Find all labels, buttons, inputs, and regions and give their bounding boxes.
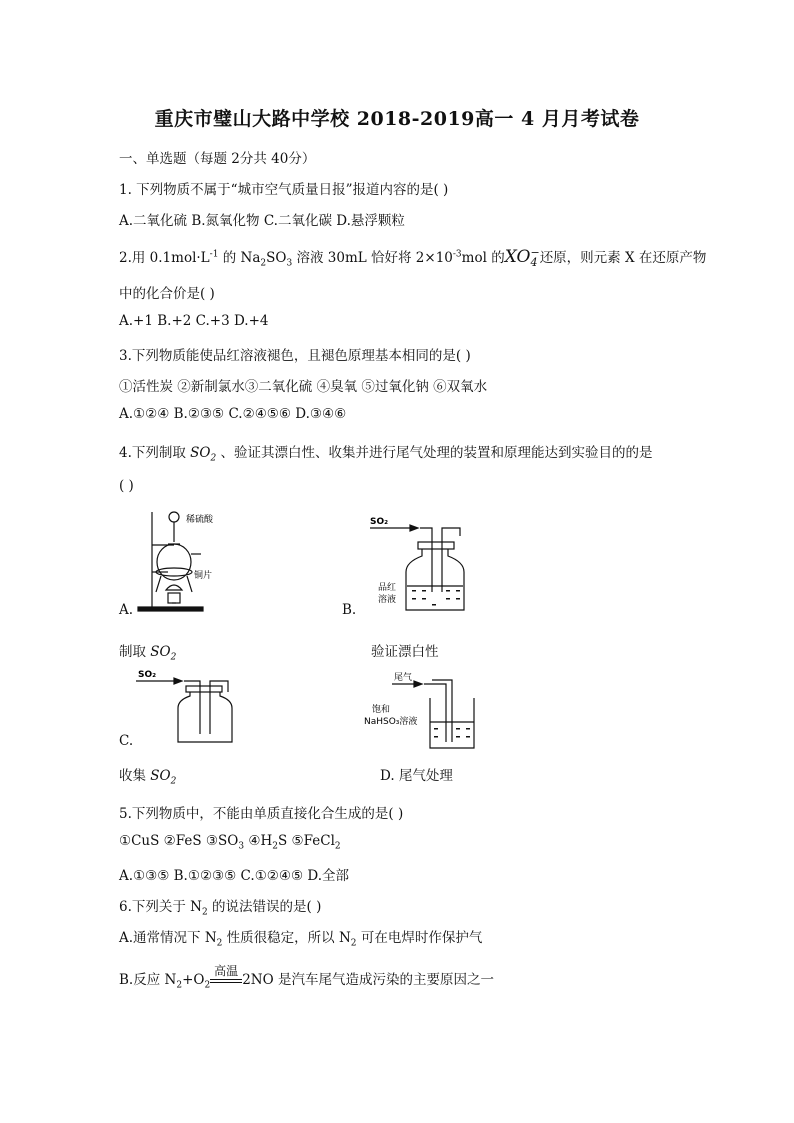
q4-caption-a: 制取 $SO_2$ — [119, 644, 177, 663]
section-heading: 一、单选题（每题 2分共 40分） — [119, 151, 316, 167]
q1-options: A.二氧化硫 B.氮氧化物 C.二氧化碳 D.悬浮颗粒 — [119, 213, 405, 229]
q4-option-b: B. — [342, 602, 357, 618]
q4-caption-c: 收集 $SO_2$ — [119, 768, 177, 787]
apparatus-d-figure — [362, 672, 482, 750]
fig-d-label-gas: 尾气 — [394, 673, 413, 683]
q5-options: A.①③⑤ B.①②③⑤ C.①②④⑤ D.全部 — [119, 868, 350, 884]
q3-stem: 3.下列物质能使品红溶液褪色，且褪色原理基本相同的是( ) — [119, 348, 471, 364]
apparatus-a-figure — [128, 510, 218, 614]
fig-b-label-2: 溶液 — [378, 595, 397, 605]
fig-c-label-gas: SO₂ — [138, 670, 157, 680]
q6-option-b: B.反应 $N_2+O_2$ 高温 2NO 是汽车尾气造成污染的主要原因之一 — [119, 963, 494, 991]
q6-option-a: A.通常情况下 $N_2$ 性质很稳定，所以 $N_2$ 可在电焊时作保护气 — [119, 930, 483, 949]
q3-options: A.①②④ B.②③⑤ C.②④⑤⑥ D.③④⑥ — [119, 406, 347, 422]
fig-b-label-gas: SO₂ — [370, 517, 389, 527]
q2-stem: 2.用 $0.1mol\cdot L^{-1}$ 的 $Na_2SO_3$ 溶液 30mL 恰好将 $2\times 10^{-3}mol$ 的XO − 4 还原，则元素 X 在还原产物 — [119, 245, 707, 269]
q1-stem: 1. 下列物质不属于“城市空气质量日报”报道内容的是( ) — [119, 182, 449, 198]
q6-stem: 6.下列关于 $N_2$ 的说法错误的是( ) — [119, 899, 322, 918]
reaction-equals-sign: 高温 — [210, 974, 242, 988]
q2-stem-line2: 中的化合价是( ) — [119, 286, 215, 302]
fig-d-label-2: NaHSO₃溶液 — [364, 717, 418, 727]
q4-stem: 4.下列制取 $SO_2$ 、验证其漂白性、收集并进行尾气处理的装置和原理能达到实验目的的是 — [119, 445, 653, 464]
q2-options: A.+1 B.+2 C.+3 D.+4 — [119, 313, 269, 329]
q5-items: ①CuS ②FeS $③SO_3$ $④H_2S$ ⑤FeCl$_2$ — [119, 833, 341, 852]
q4-caption-b: 验证漂白性 — [371, 644, 439, 660]
q3-items: ①活性炭 ②新制氯水③二氧化硫 ④臭氧 ⑤过氧化钠 ⑥双氧水 — [119, 379, 488, 395]
q4-stem-line2: ( ) — [119, 478, 134, 494]
q4-option-a: A. — [119, 602, 134, 618]
q5-stem: 5.下列物质中，不能由单质直接化合生成的是( ) — [119, 806, 404, 822]
apparatus-c-figure — [128, 670, 248, 750]
fig-b-label-1: 品红 — [378, 583, 397, 593]
xo4-ion: XO − 4 — [504, 245, 540, 269]
q4-option-c: C. — [119, 733, 134, 749]
apparatus-b-figure — [360, 512, 480, 614]
fig-d-label-1: 饱和 — [372, 705, 391, 715]
q4-option-d: D. 尾气处理 — [380, 768, 453, 784]
fig-a-label-copper: 铜片 — [194, 571, 213, 581]
fig-a-label-acid: 稀硫酸 — [186, 515, 214, 525]
page-title: 重庆市璧山大路中学校 2018-2019高一 4 月月考试卷 — [154, 108, 640, 130]
